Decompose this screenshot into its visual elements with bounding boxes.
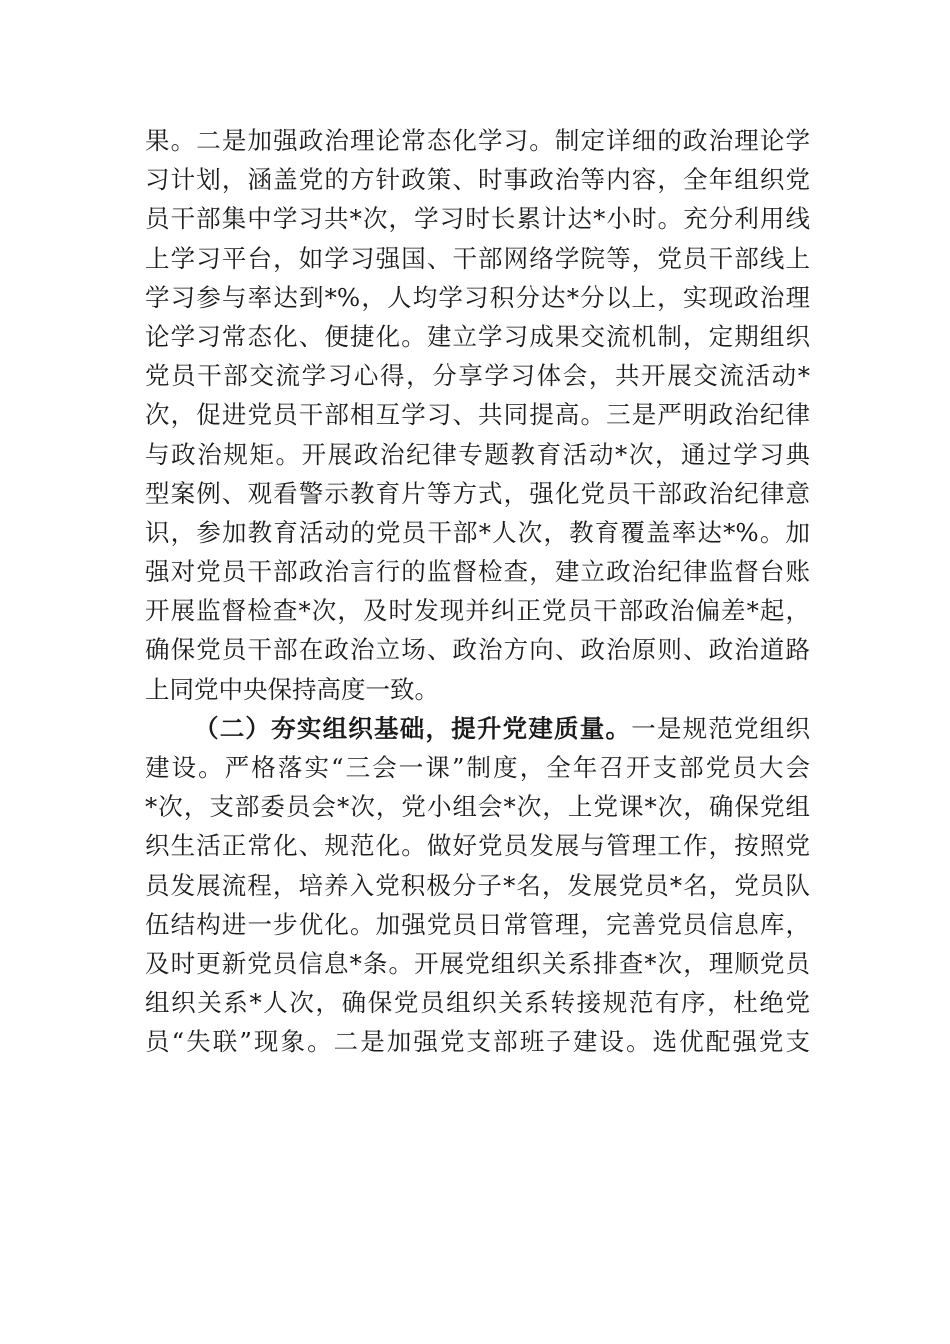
paragraph-line: 员干部集中学习共*次，学习时长累计达*小时。充分利用线	[145, 204, 810, 234]
section-heading: （二）夯实组织基础，提升党建质量。	[194, 713, 632, 743]
paragraph-line: 织生活正常化、规范化。做好党员发展与管理工作，按照党	[145, 831, 810, 861]
paragraph-line: 上学习平台，如学习强国、干部网络学院等，党员干部线上	[145, 243, 810, 273]
paragraph-line: 学习参与率达到*%，人均学习积分达*分以上，实现政治理	[145, 282, 810, 312]
section-heading-rest: 一是规范党组织	[631, 713, 811, 743]
paragraph-line: 建设。严格落实“三会一课”制度，全年召开支部党员大会	[145, 753, 810, 782]
paragraph-line: 习计划，涵盖党的方针政策、时事政治等内容，全年组织党	[145, 165, 810, 195]
paragraph-line: 开展监督检查*次，及时发现并纠正党员干部政治偏差*起，	[145, 596, 810, 626]
section-heading-line	[145, 709, 810, 748]
paragraph-line: 论学习常态化、便捷化。建立学习成果交流机制，定期组织	[145, 321, 810, 351]
paragraph-line: 型案例、观看警示教育片等方式，强化党员干部政治纪律意	[145, 478, 810, 508]
paragraph-line: 果。二是加强政治理论常态化学习。制定详细的政治理论学	[145, 126, 810, 155]
paragraph-line: 识，参加教育活动的党员干部*人次，教育覆盖率达*%。加	[145, 517, 810, 547]
paragraph-line: 伍结构进一步优化。加强党员日常管理，完善党员信息库，	[145, 909, 810, 939]
paragraph-line: *次，支部委员会*次，党小组会*次，上党课*次，确保党组	[145, 792, 810, 822]
paragraph-line: 党员干部交流学习心得，分享学习体会，共开展交流活动*	[145, 361, 810, 391]
paragraph-line: 与政治规矩。开展政治纪律专题教育活动*次，通过学习典	[145, 439, 810, 469]
paragraph-line: 次，促进党员干部相互学习、共同提高。三是严明政治纪律	[145, 400, 810, 430]
paragraph-line: 及时更新党员信息*条。开展党组织关系排查*次，理顺党员	[145, 948, 810, 978]
paragraph-line: 确保党员干部在政治立场、政治方向、政治原则、政治道路	[145, 635, 810, 665]
paragraph-line: 强对党员干部政治言行的监督检查，建立政治纪律监督台账	[145, 557, 810, 587]
document-body	[145, 121, 810, 1062]
paragraph-line: 员“失联”现象。二是加强党支部班子建设。选优配强党支	[145, 1027, 810, 1057]
paragraph-line: 上同党中央保持高度一致。	[145, 674, 439, 704]
paragraph-line: 员发展流程，培养入党积极分子*名，发展党员*名，党员队	[145, 870, 810, 900]
paragraph-line: 组织关系*人次，确保党员组织关系转接规范有序，杜绝党	[145, 988, 810, 1018]
